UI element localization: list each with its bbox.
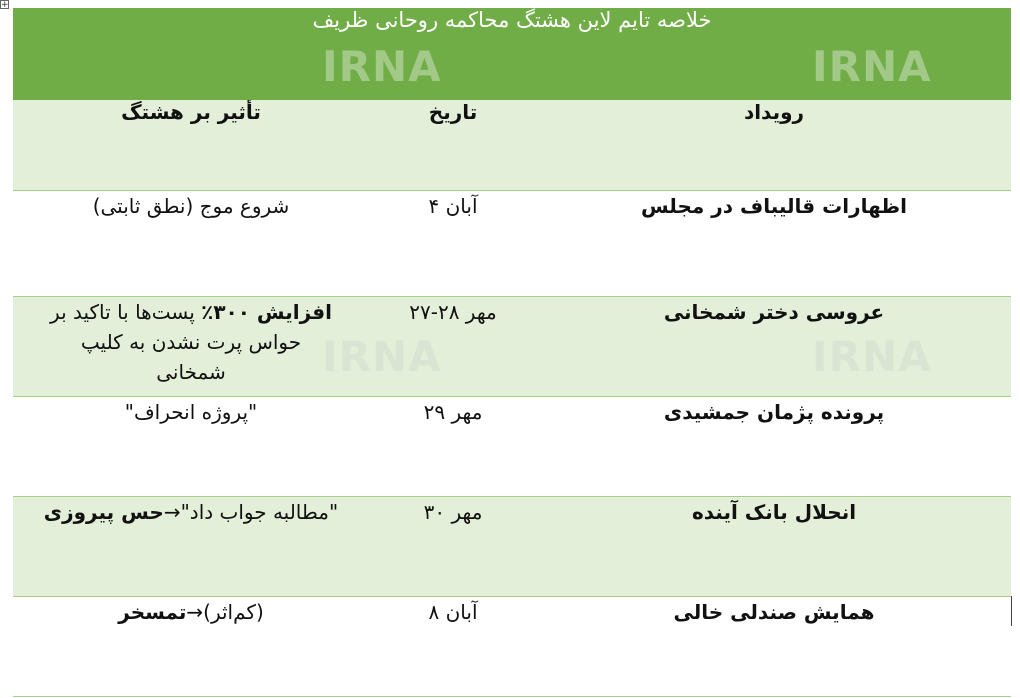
timeline-table xyxy=(13,8,1011,697)
header-event: رویداد xyxy=(537,100,1011,190)
table-row xyxy=(13,496,1011,596)
table-row xyxy=(13,296,1011,396)
header-impact: تأثیر بر هشتگ xyxy=(13,100,369,190)
table-row xyxy=(13,396,1011,496)
impact-bold-text: تمسخر xyxy=(118,599,187,624)
table-title-row xyxy=(13,8,1011,100)
impact-cell: "پروژه انحراف" xyxy=(13,396,369,496)
event-cell: انحلال بانک آینده xyxy=(537,496,1011,596)
impact-cell: شروع موج (نطق ثابتی) xyxy=(13,190,369,296)
event-cell: عروسی دختر شمخانی xyxy=(537,296,1011,396)
impact-bold-text: افزایش ۳۰۰٪ xyxy=(201,299,332,324)
table-move-handle[interactable]: + xyxy=(1,0,9,10)
irna-watermark-logo: IRNA xyxy=(812,42,932,91)
date-cell: مهر ۲۹ xyxy=(369,396,537,496)
table-edge-line xyxy=(1011,596,1012,626)
date-cell: آبان ۴ xyxy=(369,190,537,296)
impact-bold-text: حس پیروزی xyxy=(43,499,164,524)
table-row xyxy=(13,596,1011,696)
impact-cell xyxy=(13,596,369,696)
table-title: خلاصه تایم لاین هشتگ محاکمه روحانی ظریف xyxy=(13,8,1011,100)
table-row xyxy=(13,190,1011,296)
header-date: تاریخ xyxy=(369,100,537,190)
impact-text: "مطالبه جواب داد"→ xyxy=(163,499,339,524)
irna-watermark-logo: IRNA xyxy=(322,42,442,91)
impact-text: (کم‌اثر)→ xyxy=(186,599,264,624)
event-cell: اظهارات قالیباف در مجلس xyxy=(537,190,1011,296)
table-header-row xyxy=(13,100,1011,190)
impact-text: پست‌ها با تاکید بر حواس پرت نشدن به کلیپ شمخانی xyxy=(50,299,302,384)
event-cell: همایش صندلی خالی xyxy=(537,596,1011,696)
impact-cell xyxy=(13,296,369,396)
irna-watermark-logo: IRNA xyxy=(322,332,442,381)
event-cell: پرونده پژمان جمشیدی xyxy=(537,396,1011,496)
irna-watermark-logo: IRNA xyxy=(812,332,932,381)
date-cell: مهر ۲۸-۲۷ xyxy=(369,296,537,396)
impact-cell xyxy=(13,496,369,596)
date-cell: مهر ۳۰ xyxy=(369,496,537,596)
date-cell: آبان ۸ xyxy=(369,596,537,696)
